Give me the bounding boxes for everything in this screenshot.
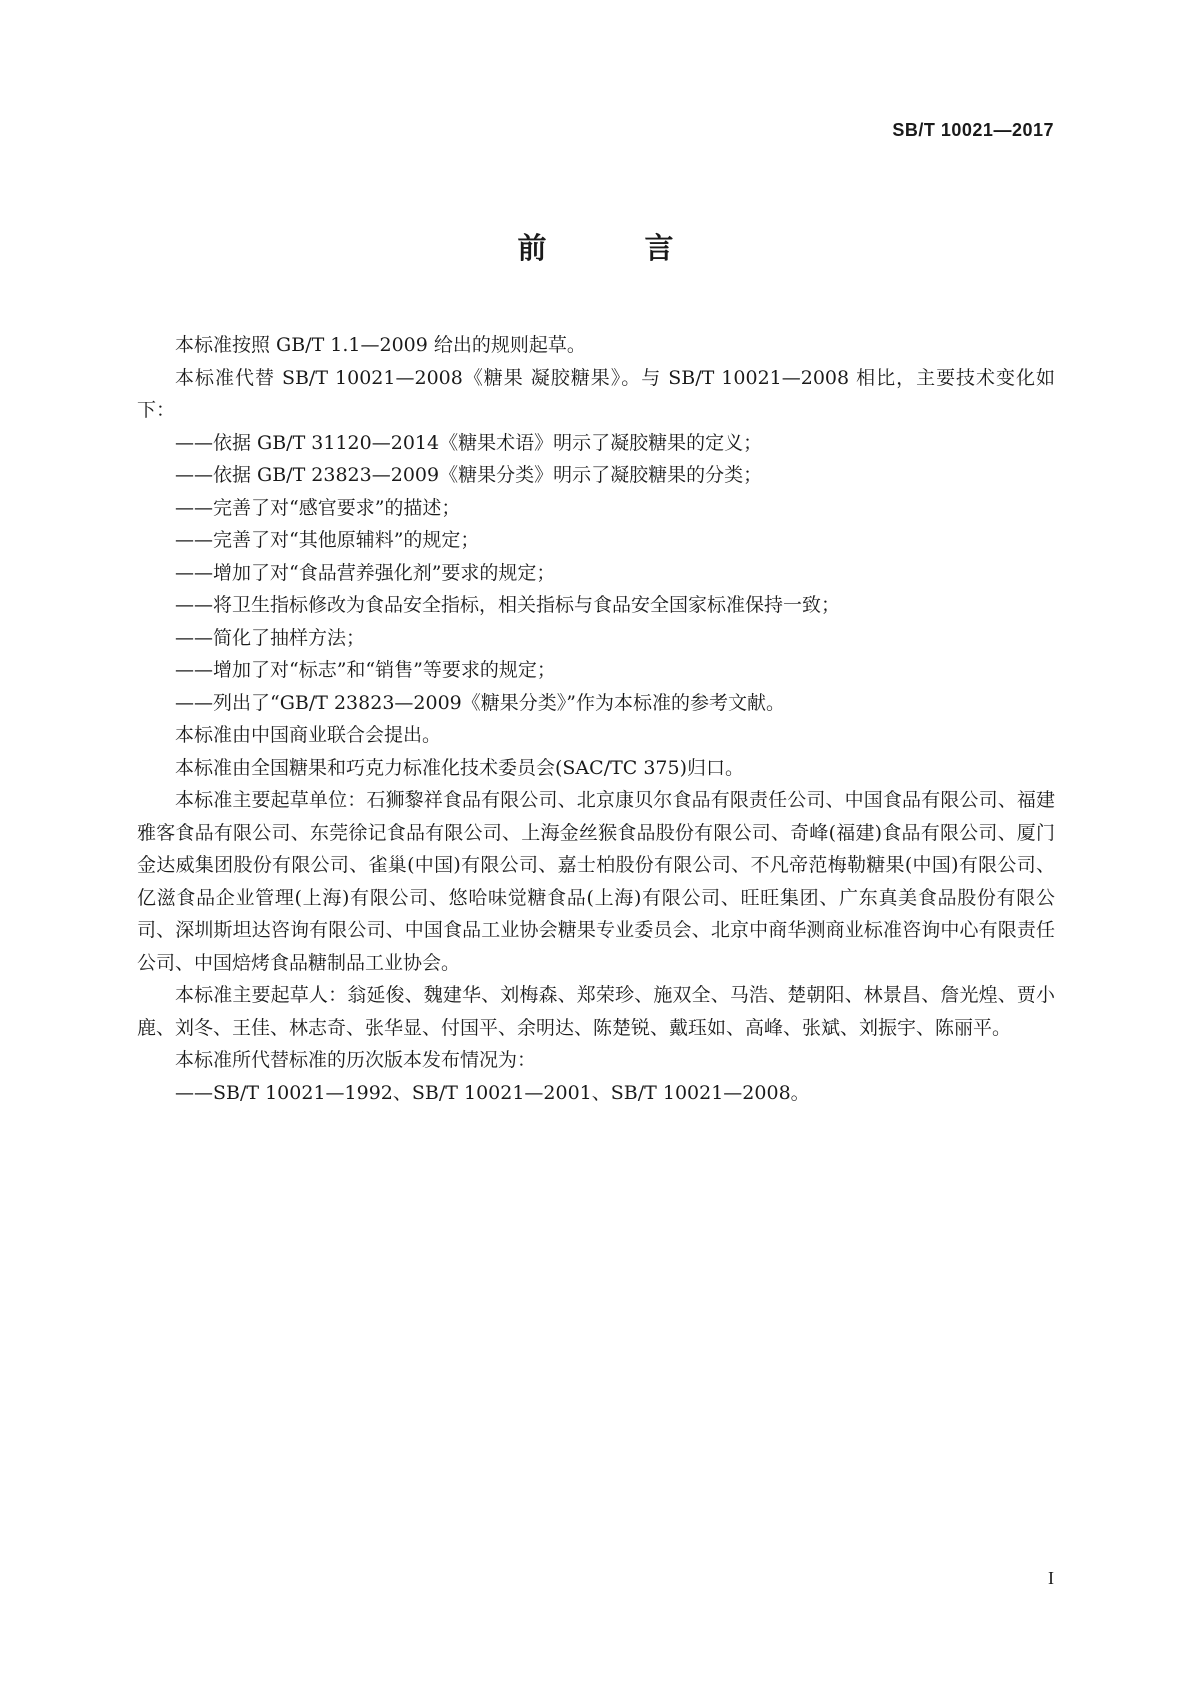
page-title: 前 言 [517,231,718,265]
foreword-body [137,329,1055,1109]
change-item: ——依据 GB/T 23823—2009《糖果分类》明示了凝胶糖果的分类； [175,464,763,486]
change-item: ——依据 GB/T 31120—2014《糖果术语》明示了凝胶糖果的定义； [175,431,763,454]
change-item: ——完善了对“感官要求”的描述； [175,496,461,519]
change-item: ——增加了对“标志”和“销售”等要求的规定； [175,659,556,681]
change-item: ——将卫生指标修改为食品安全指标，相关指标与食品安全国家标准保持一致； [175,594,841,616]
para-drafting-units: 本标准主要起草单位：石狮黎祥食品有限公司、北京康贝尔食品有限责任公司、中国食品有限公司、福建雅客食品有限公司、东莞徐记食品有限公司、上海金丝猴食品股份有限公司、奇峰(福建)食品有限公司、厦门金达威集团股份有限公司、雀巢(中国)有限公司、嘉士柏股份有限公司、不凡帝范梅勒糖果(中国)有限公司、亿滋食品企业管理(上海)有限公司、悠哈味觉糖食品(上海)有限公司、旺旺集团、广东真美食品股份有限公司、深圳斯坦达咨询有限公司、中国食品工业协会糖果专业委员会、北京中商华测商业标准咨询中心有限责任公司、中国焙烤食品糖制品工业协会。 [137,789,1055,974]
para-proposed-by: 本标准由中国商业联合会提出。 [175,724,442,746]
para-replacement: 本标准代替 SB/T 10021—2008《糖果 凝胶糖果》。与 SB/T 10021—2008 相比，主要技术变化如下： [137,366,1055,421]
para-drafting-rule: 本标准按照 GB/T 1.1—2009 给出的规则起草。 [175,334,586,356]
history-item: ——SB/T 10021—1992、SB/T 10021—2001、SB/T 10021—2008。 [175,1081,810,1104]
change-item: ——增加了对“食品营养强化剂”要求的规定； [175,561,556,584]
para-version-history: 本标准所代替标准的历次版本发布情况为： [175,1049,537,1071]
change-item: ——列出了“GB/T 23823—2009《糖果分类》”作为本标准的参考文献。 [175,691,785,714]
standard-code: SB/T 10021—2017 [892,120,1054,140]
para-drafters: 本标准主要起草人：翁延俊、魏建华、刘梅森、郑荣珍、施双全、马浩、楚朝阳、林景昌、詹光煌、贾小鹿、刘冬、王佳、林志奇、张华显、付国平、余明达、陈楚锐、戴珏如、高峰、张斌、刘振宇、陈丽平。 [137,984,1055,1039]
change-item: ——简化了抽样方法； [175,626,366,649]
change-item: ——完善了对“其他原辅料”的规定； [175,529,480,551]
page-number: I [1048,1568,1054,1588]
para-centralized-by: 本标准由全国糖果和巧克力标准化技术委员会(SAC/TC 375)归口。 [175,756,745,779]
